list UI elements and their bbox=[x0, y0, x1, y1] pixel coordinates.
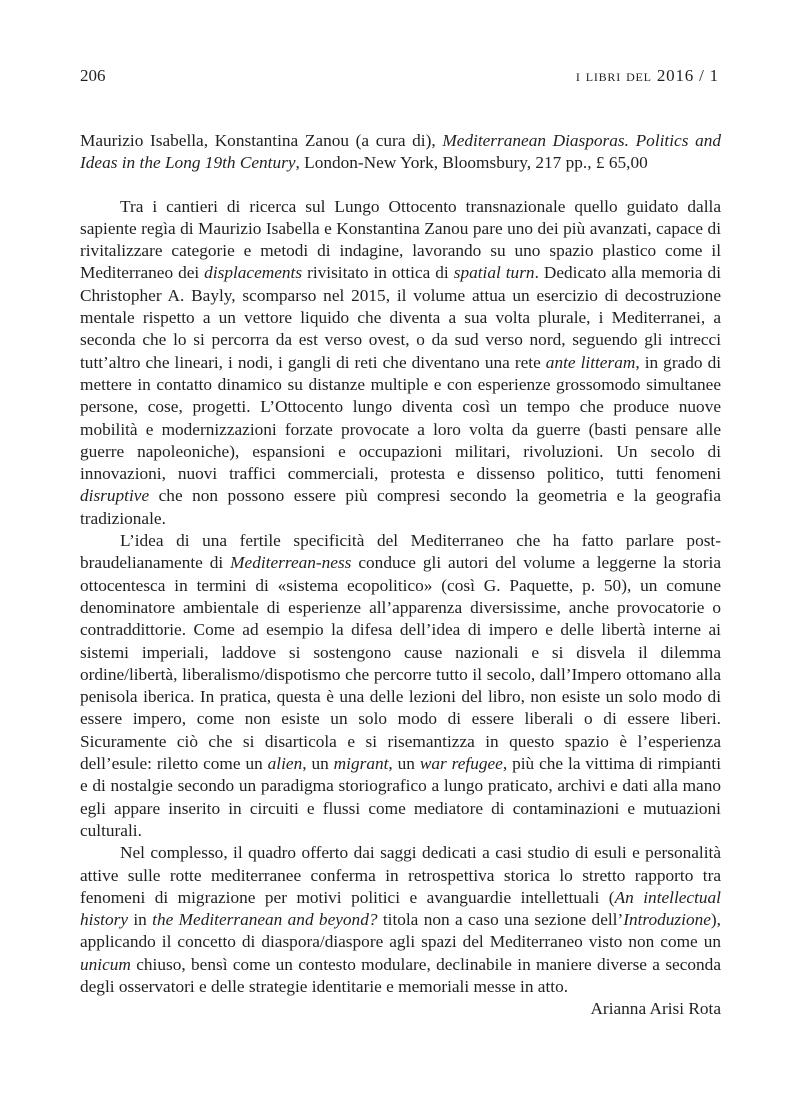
text-run: ), applicando il concetto di diaspora/diaspore agli spazi del Mediterraneo visto non come un bbox=[80, 910, 721, 952]
review-paragraph bbox=[80, 196, 721, 530]
italic-text-run: ante litteram bbox=[545, 352, 636, 372]
italic-text-run: spatial turn bbox=[453, 263, 535, 283]
italic-text-run: unicum bbox=[80, 954, 131, 974]
italic-text-run: Mediterranean Diasporas. Politics and Ideas in the Long 19th Century bbox=[80, 131, 721, 173]
italic-text-run: alien bbox=[267, 754, 303, 774]
review-author: Arianna Arisi Rota bbox=[590, 999, 721, 1019]
italic-text-run: disruptive bbox=[80, 486, 150, 506]
italic-text-run: Introduzione bbox=[623, 910, 711, 930]
text-run: L’idea di una fertile specificità del Mediterraneo che ha fatto parlare post-braudelianamente di bbox=[80, 531, 721, 573]
review-body bbox=[80, 130, 721, 1021]
review-paragraph bbox=[80, 842, 721, 998]
text-run: , un bbox=[302, 754, 334, 774]
italic-text-run: migrant bbox=[333, 754, 389, 774]
text-run: rivisitato in ottica di bbox=[302, 263, 454, 283]
italic-text-run: An intellectual history bbox=[80, 887, 721, 930]
italic-text-run: displacements bbox=[204, 263, 303, 283]
text-run: Nel complesso, il quadro offerto dai saggi dedicati a casi studio di esuli e personalità attive sulle rotte mediterranee conferma in retrospettiva storica lo stretto rapporto tra fenomeni di migrazione per motivi politici e avanguardie intellettuali ( bbox=[80, 843, 721, 907]
text-run: titola non a caso una sezione dell’ bbox=[377, 910, 624, 930]
text-run: Maurizio Isabella, Konstantina Zanou (a cura di), bbox=[80, 131, 443, 150]
text-run: in bbox=[128, 910, 153, 930]
text-run: , più che la vittima di rimpianti e di nostalgie secondo un paradigma storiografico a lungo praticato, archivi e dati alla mano egli appare inserito in circuiti e flussi come mediatore di contaminazioni e mutuazioni culturali. bbox=[80, 754, 722, 840]
text-run: conduce gli autori del volume a leggerne la storia ottocentesca in termini di «sistema ecopolitico» (così G. Paquette, p. 50), un comune denominatore ambientale di esperienze all’apparenza diversissime, anche provocatorie o contraddittorie. Come ad esempio la difesa dell’idea di impero e delle libertà interne ai sistemi imperiali, laddove si sostengono cause nazionali e si disvela il dilemma ordine/libertà, liberalismo/dispotismo che percorre tutto il secolo, dall’Impero ottomano alla penisola iberica. In pratica, questa è una delle lezioni del libro, non esiste un solo modo di essere impero, come non esiste un solo modo di essere liberali o di essere liberi. Sicuramente ciò che si disarticola e si risemantizza in questo spazio è l’esperienza dell’esule: riletto come un bbox=[80, 553, 721, 774]
book-citation bbox=[80, 130, 721, 175]
text-run: , London-New York, Bloomsbury, 217 pp., £ 65,00 bbox=[295, 153, 648, 173]
italic-text-run: the Mediterranean and beyond? bbox=[152, 910, 378, 930]
text-run: che non possono essere più compresi secondo la geometria e la geografia tradizionale. bbox=[80, 486, 721, 528]
page-number: 206 bbox=[80, 66, 106, 85]
review-paragraph bbox=[80, 530, 721, 842]
running-head: i libri del 2016 / 1 bbox=[575, 66, 719, 85]
text-run: , un bbox=[388, 754, 420, 774]
text-run: , in grado di mettere in contatto dinamico su distanze multiple e con esperienze grossomodo simultanee persone, cose, progetti. L’Ottocento lungo diventa così un tempo che produce nuove mobilità e modernizzazioni forzate provocate a loro volta da guerre (basti pensare alle guerre napoleoniche), espansioni e occupazioni militari, rivoluzioni. Un secolo di innovazioni, nuovi traffici commerciali, protesta e dissenso politico, tutti fenomeni bbox=[80, 352, 722, 484]
italic-text-run: war refugee bbox=[419, 754, 503, 774]
text-run: Tra i cantieri di ricerca sul Lungo Ottocento transnazionale quello guidato dalla sapiente regìa di Maurizio Isabella e Konstantina Zanou pare uno dei più avanzati, capace di rivitalizzare categorie e metodi di indagine, lavorando su uno spazio plastico come il Mediterraneo dei bbox=[80, 196, 721, 283]
text-run: chiuso, bensì come un contesto modulare, declinabile in maniere diverse a seconda degli osservatori e delle strategie identitarie e memoriali messe in atto. bbox=[80, 954, 721, 996]
text-run: . Dedicato alla memoria di Christopher A. Bayly, scomparso nel 2015, il volume attua un esercizio di decostruzione mentale rispetto a un vettore liquido che diventa a sua volta plurale, i Mediterranei, a seconda che lo si percorra da est verso ovest, o da sud verso nord, seguendo gli intrecci tutt’altro che lineari, i nodi, i gangli di reti che diventano una rete bbox=[80, 263, 721, 372]
italic-text-run: Mediterrean-ness bbox=[230, 553, 352, 573]
